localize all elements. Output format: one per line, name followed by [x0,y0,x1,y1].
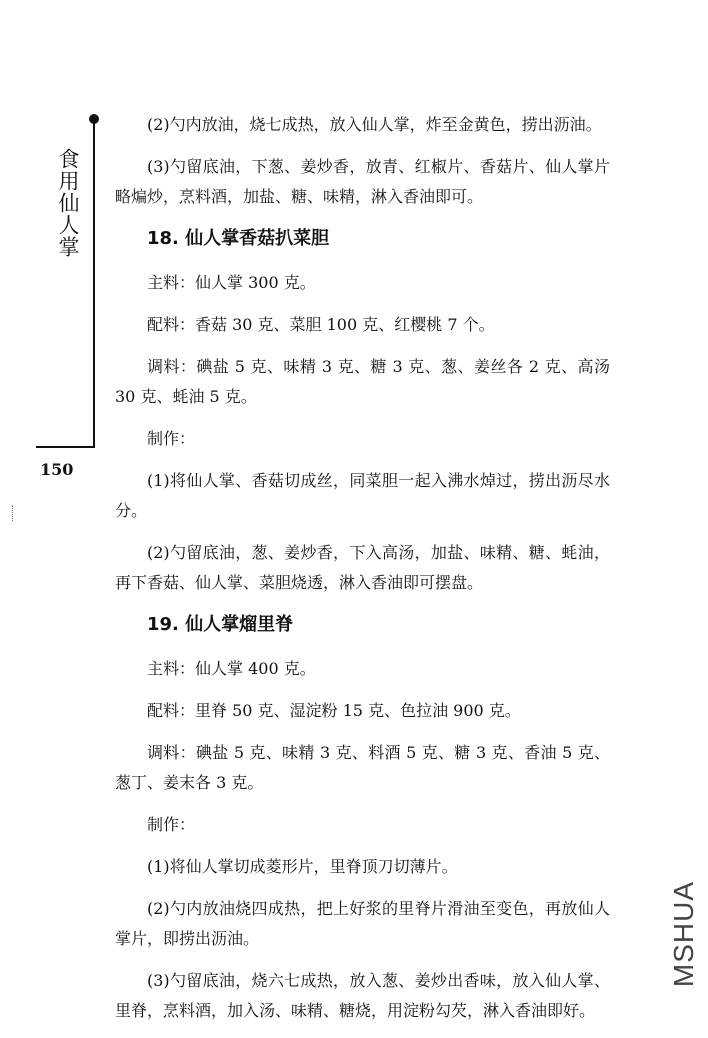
recipe-19-title: 19. 仙人掌熘里脊 [147,614,294,635]
page-number: 150 [40,460,74,479]
recipe-19-method-label: 制作： [147,815,196,834]
intro-step-3: (3)勺留底油，下葱、姜炒香，放青、红椒片、香菇片、仙人掌片略煸炒，烹料酒，加盐、糖、味精，淋入香油即可。 [115,157,610,206]
watermark: MSHUA [668,880,699,987]
recipe-18-step-2: (2)勺留底油，葱、姜炒香，下入高汤，加盐、味精、糖、蚝油，再下香菇、仙人掌、菜胆烧透，淋入香油即可摆盘。 [115,543,610,592]
page-content [115,110,610,1038]
recipe-19-main: 主料：仙人掌 400 克。 [147,659,316,678]
recipe-18-title: 18. 仙人掌香菇扒菜胆 [147,228,330,249]
recipe-19-side: 配料：里脊 50 克、湿淀粉 15 克、色拉油 900 克。 [147,701,521,720]
sidebar-line [93,118,95,448]
recipe-18-step-1: (1)将仙人掌、香菇切成丝，同菜胆一起入沸水焯过，捞出沥尽水分。 [115,471,610,520]
recipe-19-step-1: (1)将仙人掌切成菱形片，里脊顶刀切薄片。 [147,857,458,876]
intro-step-2: (2)勺内放油，烧七成热，放入仙人掌，炸至金黄色，捞出沥油。 [147,115,602,134]
dotted-mark [12,505,14,521]
recipe-19-step-2: (2)勺内放油烧四成热，把上好浆的里脊片滑油至变色，再放仙人掌片，即捞出沥油。 [115,899,610,948]
recipe-18-side: 配料：香菇 30 克、菜胆 100 克、红樱桃 7 个。 [147,315,495,334]
recipe-18-main: 主料：仙人掌 300 克。 [147,273,316,292]
sidebar-bottom-line [36,446,95,448]
recipe-18-seasoning: 调料：碘盐 5 克、味精 3 克、糖 3 克、葱、姜丝各 2 克、高汤 30 克、蚝油 5 克。 [115,357,610,406]
recipe-18-method-label: 制作： [147,429,196,448]
chapter-title: 食用仙人掌 [56,148,80,258]
recipe-19-step-3: (3)勺留底油，烧六七成热，放入葱、姜炒出香味，放入仙人掌、里脊，烹料酒，加入汤、味精、糖烧，用淀粉勾芡，淋入香油即好。 [115,971,610,1020]
recipe-19-seasoning: 调料：碘盐 5 克、味精 3 克、料酒 5 克、糖 3 克、香油 5 克、葱丁、姜末各 3 克。 [115,743,610,792]
